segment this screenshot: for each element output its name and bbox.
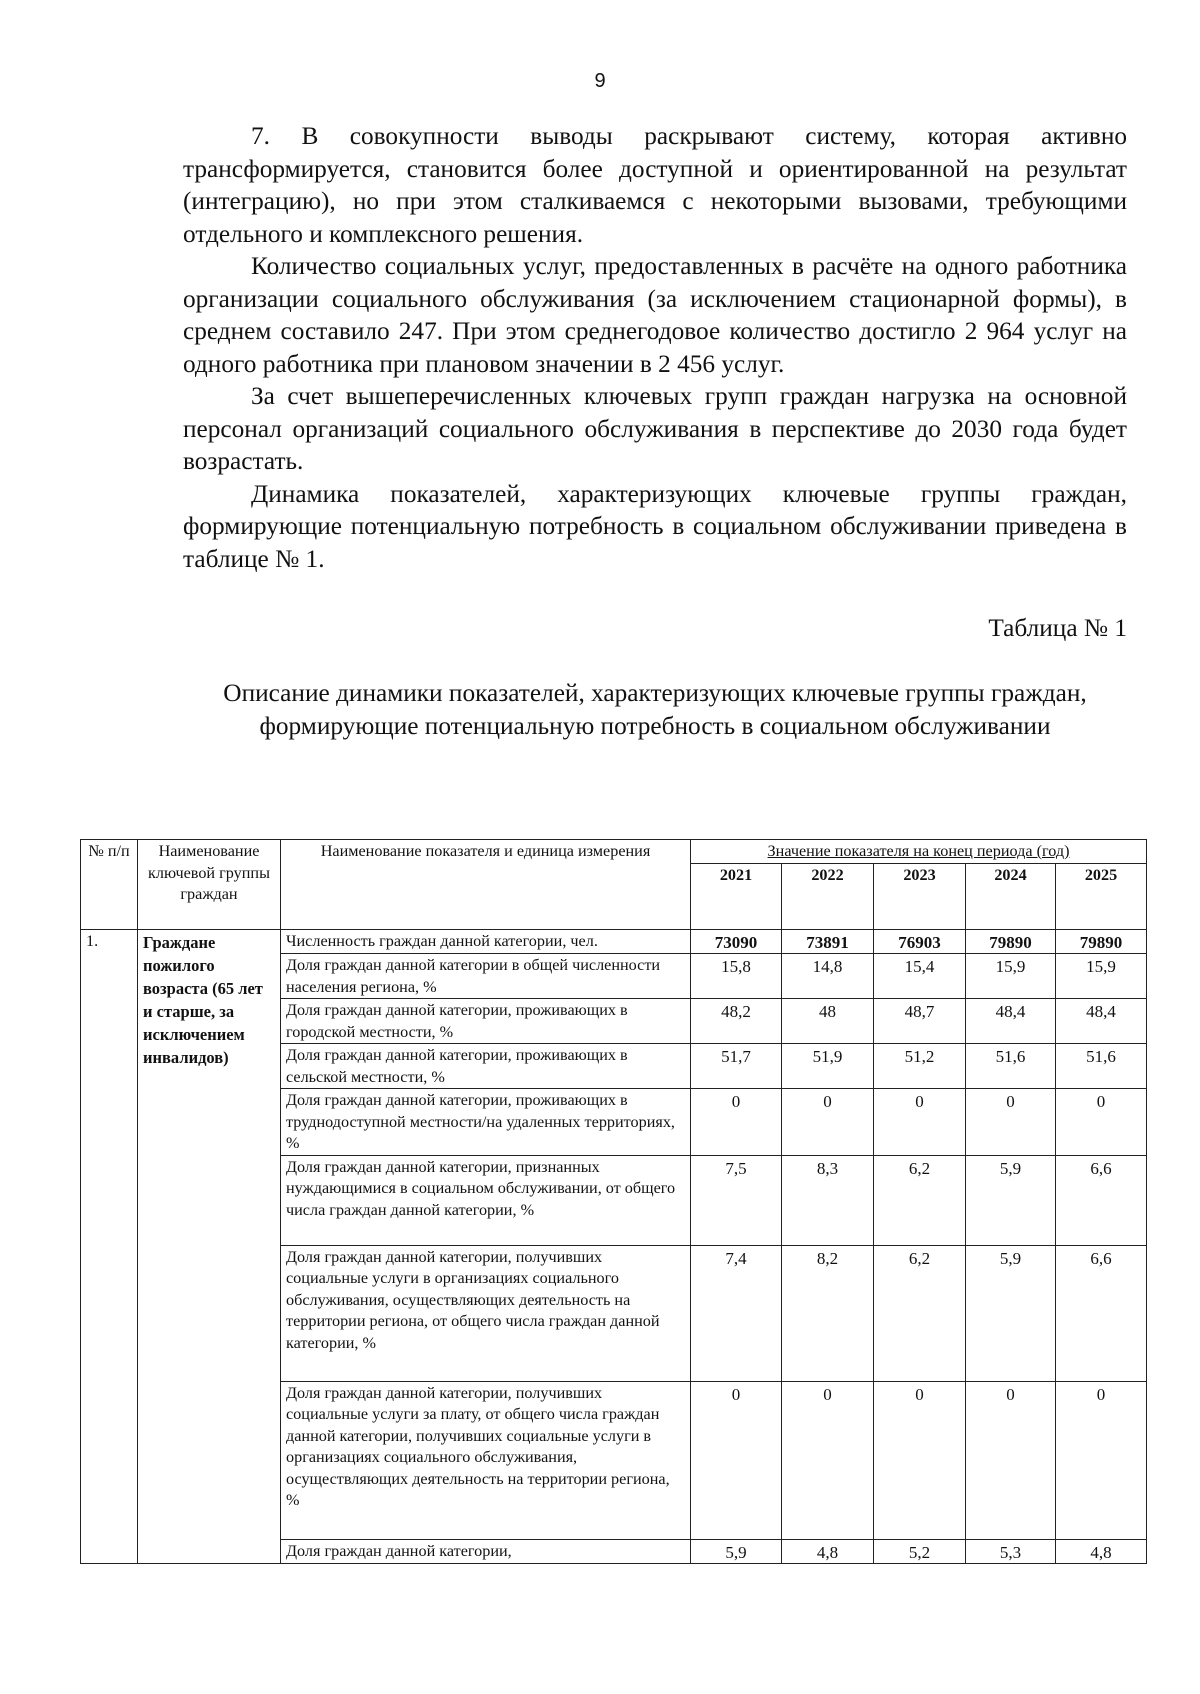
header-year: 2024 <box>966 863 1056 929</box>
value-cell: 0 <box>782 1089 874 1156</box>
table-caption: Таблица № 1 <box>988 614 1127 642</box>
value-cell: 6,6 <box>1056 1155 1147 1245</box>
value-cell: 73891 <box>782 929 874 954</box>
value-cell: 7,4 <box>691 1245 782 1381</box>
value-cell: 73090 <box>691 929 782 954</box>
value-cell: 48,4 <box>966 999 1056 1044</box>
value-cell: 6,6 <box>1056 1245 1147 1381</box>
header-year: 2023 <box>874 863 966 929</box>
indicator-name: Численность граждан данной категории, чел. <box>281 929 691 954</box>
indicator-name: Доля граждан данной категории, проживающих в городской местности, % <box>281 999 691 1044</box>
value-cell: 0 <box>1056 1381 1147 1539</box>
value-cell: 79890 <box>1056 929 1147 954</box>
value-cell: 5,9 <box>966 1245 1056 1381</box>
indicator-name: Доля граждан данной категории, получивших социальные услуги за плату, от общего числа граждан данной категории, получивших социальные услуги в организациях социального обслуживания, осуществляющих деятельность на территории региона, % <box>281 1381 691 1539</box>
indicator-name: Доля граждан данной категории, проживающих в сельской местности, % <box>281 1044 691 1089</box>
indicator-name: Доля граждан данной категории в общей численности населения региона, % <box>281 954 691 999</box>
value-cell: 6,2 <box>874 1155 966 1245</box>
paragraph-conclusions: 7. В совокупности выводы раскрывают систему, которая активно трансформируется, становится более доступной и ориентированной на результат (интеграцию), но при этом сталкиваемся с некоторыми вызовами, требующими отдельного и комплексного решения. <box>183 122 1127 248</box>
page-number: 9 <box>594 70 606 92</box>
group-name: Граждане пожилого возраста (65 лет и старше, за исключением инвалидов) <box>138 929 281 1564</box>
header-number: № п/п <box>81 840 138 930</box>
value-cell: 4,8 <box>1056 1539 1147 1564</box>
value-cell: 0 <box>782 1381 874 1539</box>
indicator-name: Доля граждан данной категории, признанных нуждающимися в социальном обслуживании, от общего числа граждан данной категории, % <box>281 1155 691 1245</box>
indicator-name: Доля граждан данной категории, получивших социальные услуги в организациях социального обслуживания, осуществляющих деятельность на территории региона, от общего числа граждан данной категории, % <box>281 1245 691 1381</box>
value-cell: 7,5 <box>691 1155 782 1245</box>
value-cell: 48,7 <box>874 999 966 1044</box>
body-text <box>183 120 1127 575</box>
table-title: Описание динамики показателей, характеризующих ключевые группы граждан, формирующие потенциальную потребность в социальном обслуживании <box>223 679 1087 740</box>
value-cell: 51,6 <box>966 1044 1056 1089</box>
value-cell: 51,7 <box>691 1044 782 1089</box>
value-cell: 8,2 <box>782 1245 874 1381</box>
value-cell: 5,9 <box>966 1155 1056 1245</box>
value-cell: 51,2 <box>874 1044 966 1089</box>
indicators-table <box>80 839 1147 1564</box>
header-year: 2021 <box>691 863 782 929</box>
value-cell: 6,2 <box>874 1245 966 1381</box>
value-cell: 4,8 <box>782 1539 874 1564</box>
value-cell: 51,9 <box>782 1044 874 1089</box>
value-cell: 0 <box>691 1089 782 1156</box>
value-cell: 48,4 <box>1056 999 1147 1044</box>
value-cell: 5,3 <box>966 1539 1056 1564</box>
value-cell: 48 <box>782 999 874 1044</box>
value-cell: 0 <box>966 1089 1056 1156</box>
value-cell: 15,9 <box>1056 954 1147 999</box>
table-row <box>81 929 1147 954</box>
value-cell: 14,8 <box>782 954 874 999</box>
value-cell: 15,8 <box>691 954 782 999</box>
header-values-label: Значение показателя на конец периода (год) <box>767 842 1070 860</box>
value-cell: 5,9 <box>691 1539 782 1564</box>
value-cell: 0 <box>874 1089 966 1156</box>
header-year: 2025 <box>1056 863 1147 929</box>
value-cell: 51,6 <box>1056 1044 1147 1089</box>
value-cell: 0 <box>966 1381 1056 1539</box>
value-cell: 0 <box>1056 1089 1147 1156</box>
paragraph-staff-load: За счет вышеперечисленных ключевых групп граждан нагрузка на основной персонал организаций социального обслуживания в перспективе до 2030 года будет возрастать. <box>183 382 1127 475</box>
indicator-name: Доля граждан данной категории, проживающих в труднодоступной местности/на удаленных территориях, % <box>281 1089 691 1156</box>
paragraph-services-count: Количество социальных услуг, предоставленных в расчёте на одного работника организации социального обслуживания (за исключением стационарной формы), в среднем составило 247. При этом среднегодовое количество достигло 2 964 услуг на одного работника при плановом значении в 2 456 услуг. <box>183 252 1127 378</box>
header-indicator: Наименование показателя и единица измерения <box>281 840 691 930</box>
value-cell: 15,4 <box>874 954 966 999</box>
value-cell: 0 <box>691 1381 782 1539</box>
group-number: 1. <box>81 929 138 1564</box>
header-values <box>691 840 1147 864</box>
paragraph-table-reference: Динамика показателей, характеризующих ключевые группы граждан, формирующие потенциальную потребность в социальном обслуживании приведена в таблице № 1. <box>183 479 1127 573</box>
header-year: 2022 <box>782 863 874 929</box>
value-cell: 5,2 <box>874 1539 966 1564</box>
value-cell: 8,3 <box>782 1155 874 1245</box>
value-cell: 79890 <box>966 929 1056 954</box>
value-cell: 48,2 <box>691 999 782 1044</box>
header-group: Наименование ключевой группы граждан <box>138 840 281 930</box>
value-cell: 0 <box>874 1381 966 1539</box>
value-cell: 15,9 <box>966 954 1056 999</box>
indicator-name: Доля граждан данной категории, <box>281 1539 691 1564</box>
value-cell: 76903 <box>874 929 966 954</box>
